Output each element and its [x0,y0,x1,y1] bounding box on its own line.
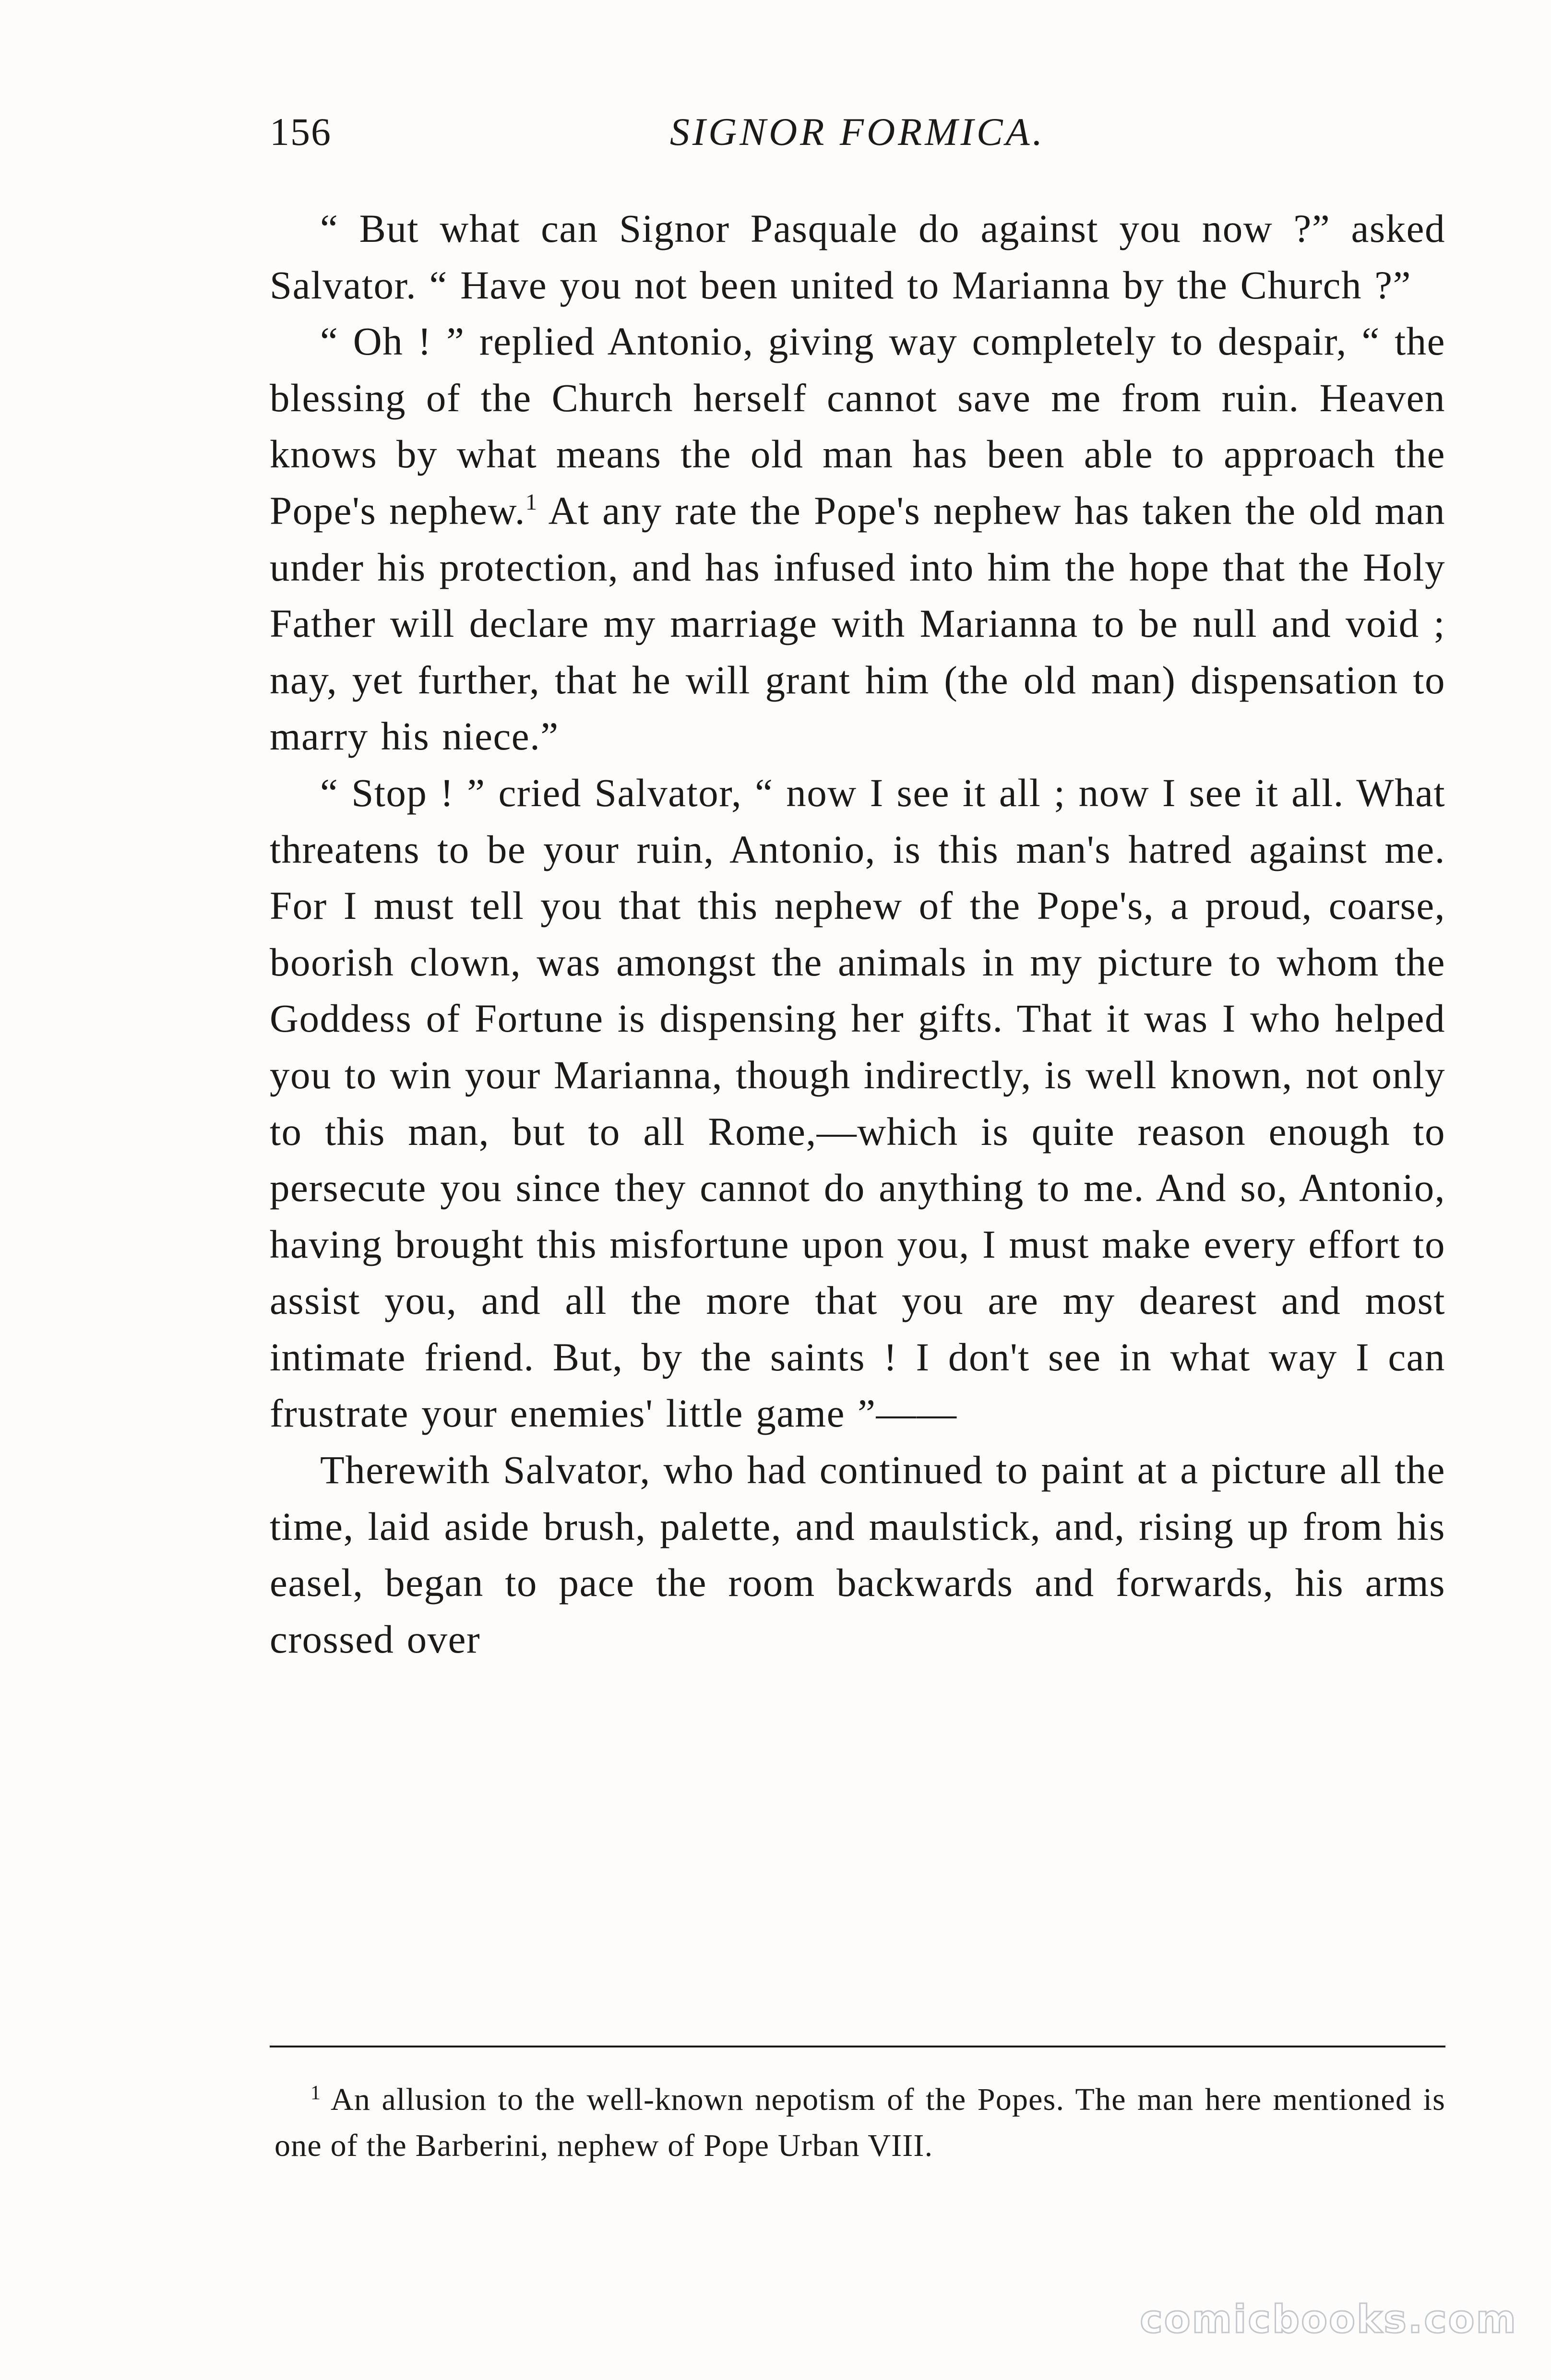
paragraph-text: Therewith Salvator, who had continued to paint at a picture all the time, laid aside brush, palette, and maulstick, and, rising up from his easel, began to pace the room backwards and forwards, his arms crossed over [270,1448,1445,1661]
paragraph-3 [270,765,1445,1442]
paragraph-1 [270,201,1445,313]
paragraph-text: “ But what can Signor Pasquale do against you now ?” asked Salvator. “ Have you not been united to Marianna by the Church ?” [270,206,1445,307]
footnote-divider [270,2046,1445,2047]
paragraph-text: “ Stop ! ” cried Salvator, “ now I see it all ; now I see it all. What threatens to be your ruin, Antonio, is this man's hatred against me. For I must tell you that this nephew of the Pope's, a proud, coarse, boorish clown, was amongst the animals in my picture to whom the Goddess of Fortune is dispensing her gifts. That it was I who helped you to win your Marianna, though indirectly, is well known, not only to this man, but to all Rome,—which is quite reason enough to persecute you since they cannot do anything to me. And so, Antonio, having brought this misfortune upon you, I must make every effort to assist you, and all the more that you are my dearest and most intimate friend. But, by the saints ! I don't see in what way I can frustrate your enemies' little game ”—— [270,770,1445,1436]
paragraph-text: “ Oh ! ” replied Antonio, giving way completely to despair, “ the blessing of the Church herself cannot save me from ruin. Heaven knows by what means the old man has been able to approach the Pope's nephew. [270,319,1445,533]
footnote-text: An allusion to the well-known nepotism of the Popes. The man here mentioned is one of the Barberini, nephew of Pope Urban VIII. [274,2082,1445,2163]
paragraph-4 [270,1442,1445,1667]
page-number: 156 [270,110,332,154]
body-text [270,201,1445,1667]
watermark-logo: comicbooks.com [1140,2297,1517,2342]
footnote-reference: 1 [525,489,538,515]
paragraph-2 [270,313,1445,765]
paragraph-text-continued: At any rate the Pope's nephew has taken the old man under his protection, and has infused into him the hope that the Holy Father will declare my marriage with Marianna to be null and void ; nay, yet further, that he will grant him (the old man) dispensation to marry his niece.” [270,488,1445,759]
page-header [270,109,1445,162]
footnote [274,2077,1445,2169]
running-title: SIGNOR FORMICA. [669,110,1046,154]
footnote-marker: 1 [310,2082,322,2104]
